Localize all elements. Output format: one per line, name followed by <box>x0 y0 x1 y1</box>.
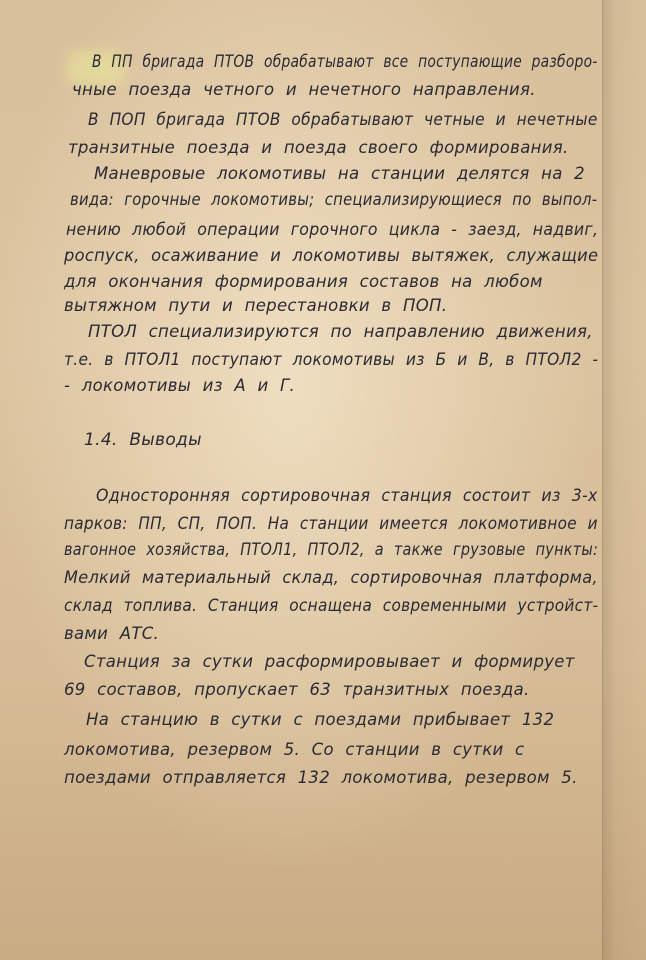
text-line: склад топлива. Станция оснащена современными устройст- <box>64 596 599 615</box>
text-line: Маневровые локомотивы на станции делятся на 2 <box>94 164 585 183</box>
text-line: Мелкий материальный склад, сортировочная платформа, <box>64 568 598 587</box>
section-heading: 1.4. Выводы <box>84 430 202 450</box>
text-line: Односторонняя сортировочная станция состоит из 3-х <box>96 486 598 505</box>
text-line: транзитные поезда и поезда своего формирования. <box>68 138 569 157</box>
text-line: Станция за сутки расформировывает и формирует <box>84 652 575 671</box>
text-line: вами АТС. <box>64 624 160 643</box>
text-line: чные поезда четного и нечетного направления. <box>72 80 536 99</box>
text-line: для окончания формирования составов на любом <box>64 272 543 291</box>
text-line: вида: горочные локомотивы; специализирующиеся по выпол- <box>70 190 598 209</box>
text-line: На станцию в сутки с поездами прибывает 132 <box>86 710 555 729</box>
text-line: - локомотивы из А и Г. <box>64 376 296 395</box>
text-line: ПТОЛ специализируются по направлению движения, <box>88 322 593 341</box>
text-line: парков: ПП, СП, ПОП. На станции имеется локомотивное и <box>64 514 598 533</box>
text-line: В ПП бригада ПТОВ обрабатывают все поступающие разборо- <box>92 52 598 71</box>
text-line: поездами отправляется 132 локомотива, резервом 5. <box>64 768 578 787</box>
text-line: вытяжном пути и перестановки в ПОП. <box>64 296 448 315</box>
page-right-edge <box>602 0 646 960</box>
text-line: локомотива, резервом 5. Со станции в сутки с <box>64 740 525 759</box>
text-line: 69 составов, пропускает 63 транзитных поезда. <box>64 680 530 699</box>
text-line: т.е. в ПТОЛ1 поступают локомотивы из Б и В, в ПТОЛ2 - <box>64 350 599 369</box>
text-line: роспуск, осаживание и локомотивы вытяжек, служащие <box>64 246 599 265</box>
text-line: вагонное хозяйства, ПТОЛ1, ПТОЛ2, а также грузовые пункты: <box>64 540 599 559</box>
text-line: В ПОП бригада ПТОВ обрабатывают четные и нечетные <box>88 110 598 129</box>
text-line: нению любой операции горочного цикла - заезд, надвиг, <box>66 220 599 239</box>
